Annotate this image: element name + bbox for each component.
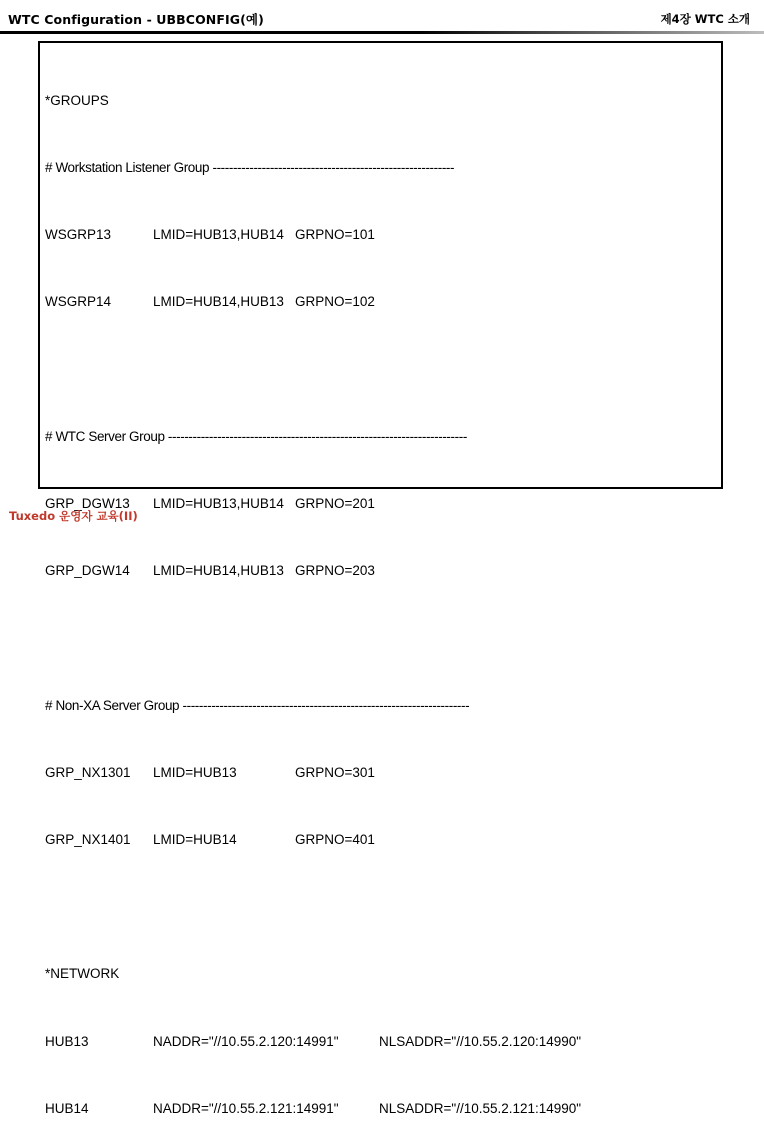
wtc-group-comment: # WTC Server Group ------------------------------------------------------------------------- — [45, 428, 467, 444]
network-nlsaddr: NLSADDR="//10.55.2.121:14990" — [379, 1100, 582, 1116]
network-row — [45, 1031, 581, 1053]
footer-course-label: Tuxedo 운영자 교육(II) — [9, 509, 138, 523]
page-title: WTC Configuration - UBBCONFIG(예) — [8, 12, 264, 27]
config-row — [45, 291, 581, 313]
group-grpno: GRPNO=201 — [295, 496, 375, 512]
group-lmid: LMID=HUB14 — [153, 832, 237, 848]
group-name: GRP_DGW14 — [45, 563, 130, 579]
group-grpno: GRPNO=203 — [295, 563, 375, 579]
group-grpno: GRPNO=101 — [295, 227, 375, 243]
network-row — [45, 1098, 581, 1120]
blank-line — [45, 627, 581, 649]
group-grpno: GRPNO=301 — [295, 764, 375, 780]
group-lmid: LMID=HUB13,HUB14 — [153, 496, 284, 512]
group-name: WSGRP14 — [45, 294, 112, 310]
network-host: HUB14 — [45, 1100, 89, 1116]
group-lmid: LMID=HUB13,HUB14 — [153, 227, 284, 243]
group-grpno: GRPNO=401 — [295, 832, 375, 848]
group-lmid: LMID=HUB14,HUB13 — [153, 563, 284, 579]
network-host: HUB13 — [45, 1033, 89, 1049]
network-heading: *NETWORK — [45, 966, 120, 982]
config-row — [45, 224, 581, 246]
chapter-label: 제4장 WTC 소개 — [660, 12, 750, 26]
config-row — [45, 829, 581, 851]
workstation-group-comment: # Workstation Listener Group ----------------------------------------------------------- — [45, 160, 455, 176]
network-nlsaddr: NLSADDR="//10.55.2.120:14990" — [379, 1033, 582, 1049]
blank-line — [45, 359, 581, 381]
group-grpno: GRPNO=102 — [295, 294, 375, 310]
group-name: WSGRP13 — [45, 227, 112, 243]
group-lmid: LMID=HUB14,HUB13 — [153, 294, 284, 310]
group-name: GRP_NX1401 — [45, 832, 131, 848]
groups-heading: *GROUPS — [45, 92, 109, 108]
header-divider — [0, 31, 764, 34]
network-naddr: NADDR="//10.55.2.120:14991" — [153, 1033, 339, 1049]
config-row — [45, 560, 581, 582]
network-naddr: NADDR="//10.55.2.121:14991" — [153, 1100, 339, 1116]
nonxa-group-comment: # Non-XA Server Group ---------------------------------------------------------------------- — [45, 697, 470, 713]
ubbconfig-listing — [45, 45, 581, 1143]
group-lmid: LMID=HUB13 — [153, 764, 237, 780]
blank-line — [45, 896, 581, 918]
group-name: GRP_NX1301 — [45, 764, 131, 780]
config-row — [45, 762, 581, 784]
group-name: GRP_DGW13 — [45, 496, 130, 512]
